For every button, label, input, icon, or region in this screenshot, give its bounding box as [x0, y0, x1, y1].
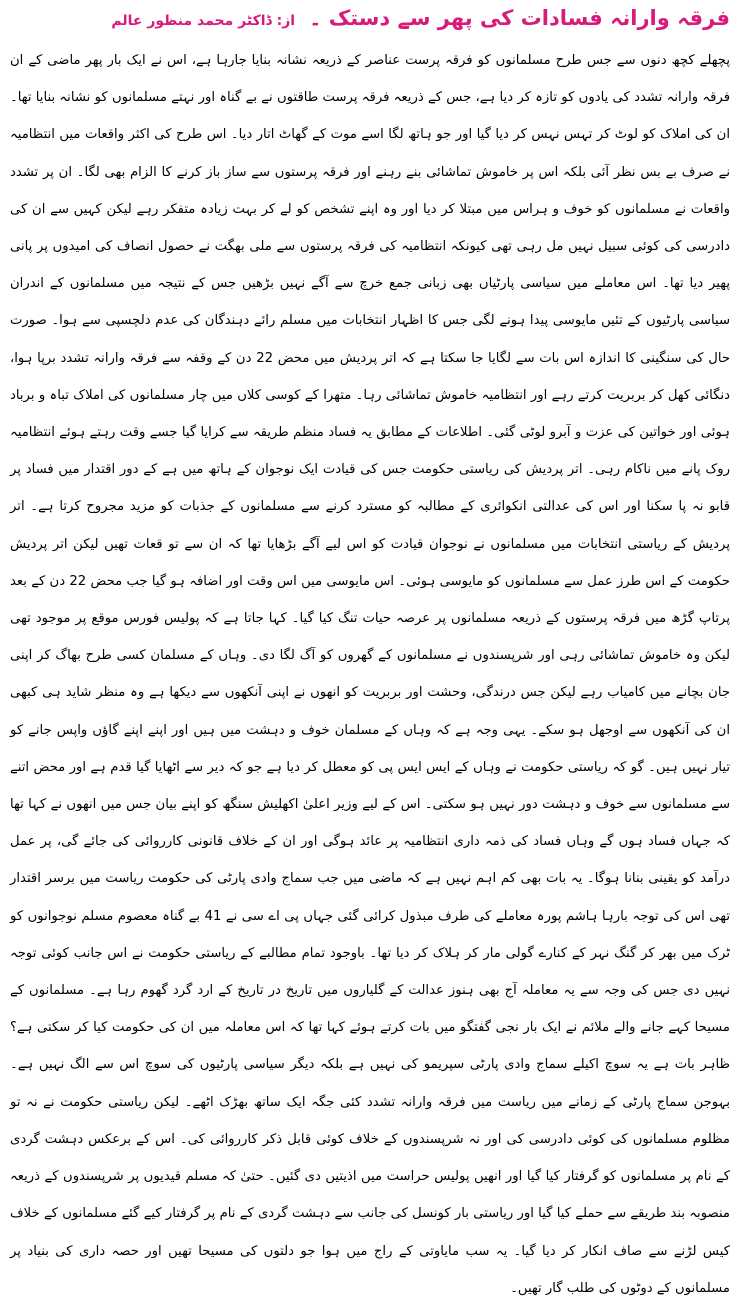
- article-paragraph: پچھلے کچھ دنوں سے جس طرح مسلمانوں کو فرقہ پرست عناصر کے ذریعہ نشانہ بنایا جارہا ہے، اس نے ایک بار پھر ماضی کے ان فرقہ وارانہ تشدد کی یادوں کو تازہ کر دیا ہے، جس کے ذریعہ فرقہ پرست طاقتوں نے بے گناہ اور نہتے مسلمانوں کو نشانہ بنایا تھا۔ ان کی املاک کو لوٹ کر تہس نہس کر دیا گیا اور جو ہاتھ لگا اسے موت کے گھاٹ اتار دیا۔ اس طرح کی اکثر واقعات میں انتظامیہ نے صرف بے بس نظر آئی بلکہ اس پر خاموش تماشائی بنے رہنے اور فرقہ پرستوں سے ساز باز کرنے کا الزام بھی لگا۔ ان پر تشدد واقعات نے مسلمانوں کو خوف و ہراس میں مبتلا کر دیا اور وہ اپنے تشخص کو لے کر بہت زیادہ متفکر رہے لیکن کہیں سے ان کی دادرسی کی کوئی سبیل نہیں مل رہی تھی کیونکہ انتظامیہ کی فرقہ پرستوں سے ملی بھگت نے حصول انصاف کی امیدوں پر پانی پھیر دیا تھا۔ اس معاملے میں سیاسی پارٹیاں بھی زبانی جمع خرچ سے آگے نہیں بڑھیں جس کے نتیجہ میں مسلمانوں کے اندران سیاسی پارٹیوں کے تئیں مایوسی پیدا ہونے لگی جس کا اظہار انتخابات میں مسلم رائے دہندگان کی عدم دلچسپی سے ہوا۔ صورت حال کی سنگینی کا اندازہ اس بات سے لگایا جا سکتا ہے کہ اتر پردیش میں محض 22 دن کے وقفہ سے فرقہ وارانہ تشدد برپا ہوا، دنگائی کھل کر بربریت کرتے رہے اور انتظامیہ خاموش تماشائی رہا۔ متھرا کے کوسی کلاں میں چار مسلمانوں کی املاک تباہ و برباد ہوئی اور خواتین کی عزت و آبرو لوٹی گئی۔ اطلاعات کے مطابق یہ فساد منظم طریقہ سے کرایا گیا جسے وقت رہتے ہوئے انتظامیہ روک پانے میں ناکام رہی۔ اتر پردیش کی ریاستی حکومت جس کی قیادت ایک نوجوان کے ہاتھ میں ہے کے دور اقتدار میں فساد پر قابو نہ پا سکنا اور اس کی عدالتی انکوائری کے مطالبہ کو مسترد کرنے سے مسلمانوں کے جذبات کو مزید مجروح کرتا ہے۔ اتر پردیش کے ریاستی انتخابات میں مسلمانوں نے نوجوان قیادت کو اس لیے آگے بڑھایا تھا کہ ان سے تو قعات تھیں لیکن اتر پردیش حکومت کے اس طرز عمل سے مسلمانوں کو مایوسی ہوئی۔ اس مایوسی میں اس وقت اور اضافہ ہو گیا جب محض 22 دن کے بعد پرتاپ گڑھ میں فرقہ پرستوں کے ذریعہ مسلمانوں پر عرصہ حیات تنگ کیا گیا۔ کہا جاتا ہے کہ پولیس فورس موقع پر موجود تھی لیکن وہ خاموش تماشائی رہی اور شرپسندوں نے مسلمانوں کے گھروں کو آگ لگا دی۔ وہاں کے مسلمان کسی طرح بھاگ کر اپنی جان بچانے میں کامیاب رہے لیکن جس درندگی، وحشت اور بربریت کو انھوں نے اپنی آنکھوں سے دیکھا ہے وہ منظر شاید ہی کبھی ان کی آنکھوں سے اوجھل ہو سکے۔ یہی وجہ ہے کہ وہاں کے مسلمان خوف و دہشت میں ہیں اور اپنے اپنے گاؤں واپس جانے کو تیار نہیں ہیں۔ گو کہ ریاستی حکومت نے وہاں کے ایس ایس پی کو معطل کر دیا ہے جو کہ دیر سے اٹھایا گیا قدم ہے اور محض اتنے سے مسلمانوں سے خوف و دہشت دور نہیں ہو سکتی۔ اس کے لیے وزیر اعلیٰ اکھلیش سنگھ کو اپنے بیان جس میں انھوں نے کہا تھا کہ جہاں فساد ہوں گے وہاں فساد کی ذمہ داری انتظامیہ پر عائد ہوگی اور ان کے خلاف قانونی کارروائی کی جائے گی، پر عمل درآمد کو یقینی بنانا ہوگا۔ یہ بات بھی کم اہم نہیں ہے کہ ماضی میں جب سماج وادی پارٹی کی حکومت ریاست میں برسر اقتدار تھی اس کی توجہ بارہا ہاشم پورہ معاملے کی طرف مبذول کرائی گئی جہاں پی اے سی نے 41 بے گناہ معصوم مسلم نوجوانوں کو ٹرک میں بھر کر گنگ نہر کے کنارے گولی مار کر ہلاک کر دیا تھا۔ باوجود تمام مطالبے کے ریاستی حکومت نے اس جانب کوئی توجہ نہیں دی جس کی وجہ سے یہ معاملہ آج بھی ہنوز عدالت کے گلیاروں میں تاریخ در تاریخ کے ارد گرد گھوم رہا ہے۔ مسلمانوں کے مسیحا کہے جانے والے ملائم نے ایک بار نجی گفتگو میں بات کرتے ہوئے کہا تھا کہ اس معاملہ میں ان کی حکومت کیا کر سکتی ہے؟ ظاہر بات ہے یہ سوچ اکیلے سماج وادی پارٹی سپریمو کی نہیں ہے بلکہ دیگر سیاسی پارٹیوں کی سوچ اس سے الگ نہیں ہے۔ بہوجن سماج پارٹی کے زمانے میں ریاست میں فرقہ وارانہ تشدد کئی جگہ ایک ساتھ بھڑک اٹھے۔ لیکن ریاستی حکومت نے نہ تو مظلوم مسلمانوں کی کوئی دادرسی کی اور نہ شرپسندوں کے خلاف کوئی قابل ذکر کارروائی کی۔ اس کے برعکس دہشت گردی کے نام پر مسلمانوں کو گرفتار کیا گیا اور انھیں پولیس حراست میں اذیتیں دی گئیں۔ حتیٰ کہ مسلم قیدیوں پر شرپسندوں کے ذریعہ منصوبہ بند طریقے سے حملے کیا گیا اور ریاستی بار کونسل کی جانب سے دہشت گردی کے نام پر گرفتار کیے گئے مسلمانوں کے خلاف کیس لڑنے سے صاف انکار کر دیا گیا۔ یہ سب مایاوتی کے راج میں ہوا جو دلتوں کی مسیحا تھیں اور حصہ داری کی بنیاد پر مسلمانوں کے دوٹوں کی طلب گار تھیں۔: [10, 53, 730, 1296]
- article-body: [10, 42, 730, 1307]
- article-header: [10, 6, 730, 36]
- author-byline: از: ڈاکٹر محمد منظور عالم: [111, 13, 296, 29]
- article-title: فرقہ وارانہ فسادات کی پھر سے دستک ۔: [309, 6, 730, 30]
